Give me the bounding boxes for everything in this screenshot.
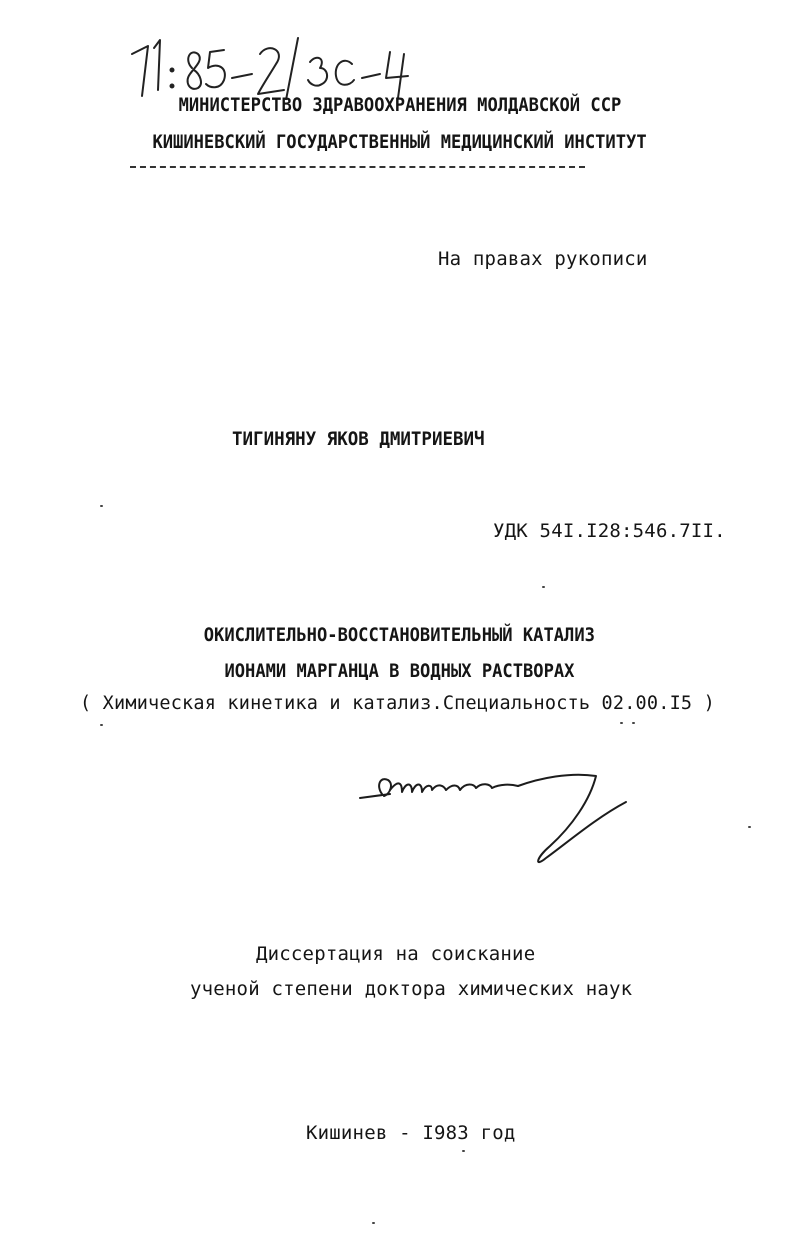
institute-header-text: КИШИНЕВСКИЙ ГОСУДАРСТВЕННЫЙ МЕДИЦИНСКИЙ ИНСТИТУТ — [152, 131, 647, 153]
ministry-header — [0, 94, 799, 116]
scan-speck — [748, 826, 751, 828]
specialty-line: ( Химическая кинетика и катализ.Специальность 02.00.I5 ) — [80, 693, 715, 714]
scan-speck — [462, 1150, 465, 1152]
degree-line-2: ученой степени доктора химических наук — [190, 978, 633, 1000]
scan-speck — [620, 722, 623, 724]
udc-code: УДК 54I.I28:546.7II. — [493, 520, 726, 542]
scan-speck — [542, 586, 545, 588]
header-divider — [130, 166, 585, 168]
title-line-1 — [0, 624, 799, 646]
title-line-1-text: ОКИСЛИТЕЛЬНО-ВОССТАНОВИТЕЛЬНЫЙ КАТАЛИЗ — [203, 624, 596, 646]
signature-text: signature — [350, 868, 356, 869]
title-line-2 — [0, 660, 799, 682]
place-year: Кишинев - I983 год — [306, 1122, 516, 1144]
scan-speck — [100, 724, 103, 726]
ministry-header-text: МИНИСТЕРСТВО ЗДРАВООХРАНЕНИЯ МОЛДАВСКОЙ ССР — [178, 94, 621, 116]
handwritten-note-text: 71: 85-2/30-4 — [128, 98, 136, 99]
author-name: ТИГИНЯНУ ЯКОВ ДМИТРИЕВИЧ — [232, 428, 485, 450]
degree-line-1: Диссертация на соискание — [256, 943, 536, 965]
handwritten-archive-number — [128, 34, 428, 100]
scan-speck — [632, 722, 635, 724]
scan-speck — [372, 1222, 375, 1224]
scan-speck — [100, 505, 103, 507]
institute-header — [0, 131, 799, 153]
manuscript-rights: На правах рукописи — [438, 248, 648, 270]
title-line-2-text: ИОНАМИ МАРГАНЦА В ВОДНЫХ РАСТВОРАХ — [224, 660, 575, 682]
author-signature — [350, 760, 640, 870]
